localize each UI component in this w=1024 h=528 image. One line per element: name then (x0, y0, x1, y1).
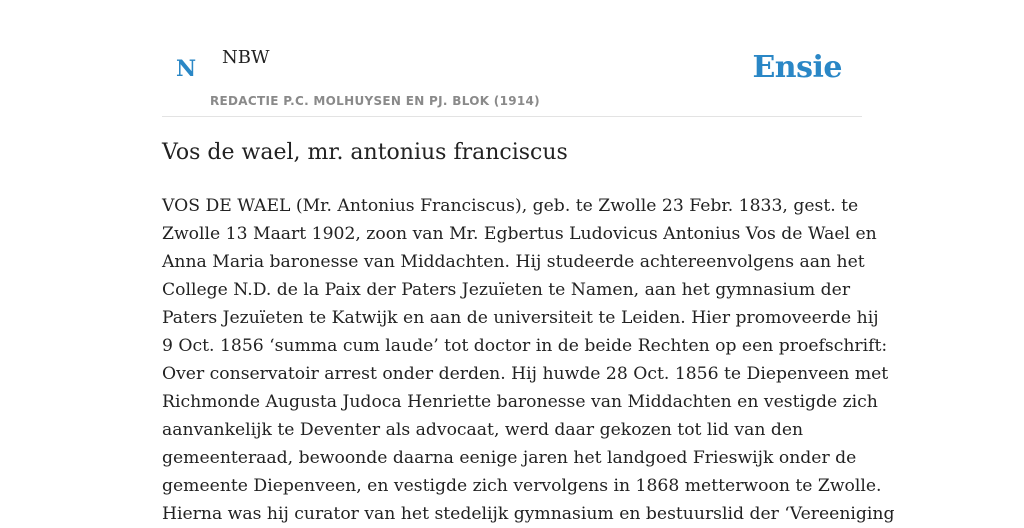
page-title: Vos de wael, mr. antonius franciscus (162, 140, 568, 165)
source-name[interactable]: NBW (222, 47, 270, 68)
body-line: 9 Oct. 1856 ‘summa cum laude’ tot doctor in de beide Rechten op een proefschrift: (162, 336, 888, 356)
body-line: aanvankelijk te Deventer als advocaat, werd daar gekozen tot lid van den (162, 420, 804, 440)
body-line: VOS DE WAEL (Mr. Antonius Franciscus), geb. te Zwolle 23 Febr. 1833, gest. te (162, 196, 859, 216)
body-line: gemeenteraad, bewoonde daarna eenige jaren het landgoed Frieswijk onder de (162, 448, 857, 468)
body-line: College N.D. de la Paix der Paters Jezuïeten te Namen, aan het gymnasium der (162, 280, 851, 300)
article-body (162, 192, 895, 528)
body-line: Paters Jezuïeten te Katwijk en aan de universiteit te Leiden. Hier promoveerde hij (162, 308, 879, 328)
body-line: Anna Maria baronesse van Middachten. Hij studeerde achtereenvolgens aan het (162, 252, 865, 272)
source-subtitle: REDACTIE P.C. MOLHUYSEN EN PJ. BLOK (1914) (210, 94, 540, 108)
body-line: gemeente Diepenveen, en vestigde zich vervolgens in 1868 metterwoon te Zwolle. (162, 476, 882, 496)
body-line: Zwolle 13 Maart 1902, zoon van Mr. Egbertus Ludovicus Antonius Vos de Wael en (162, 224, 877, 244)
body-line: Hierna was hij curator van het stedelijk gymnasium en bestuurslid der ‘Vereeniging (162, 504, 895, 524)
body-line: Richmonde Augusta Judoca Henriette baronesse van Middachten en vestigde zich (162, 392, 878, 412)
header (162, 40, 862, 117)
ensie-logo[interactable]: Ensie (752, 50, 842, 85)
nbw-logo-icon[interactable]: N (176, 56, 197, 82)
body-line: Over conservatoir arrest onder derden. Hij huwde 28 Oct. 1856 te Diepenveen met (162, 364, 889, 384)
